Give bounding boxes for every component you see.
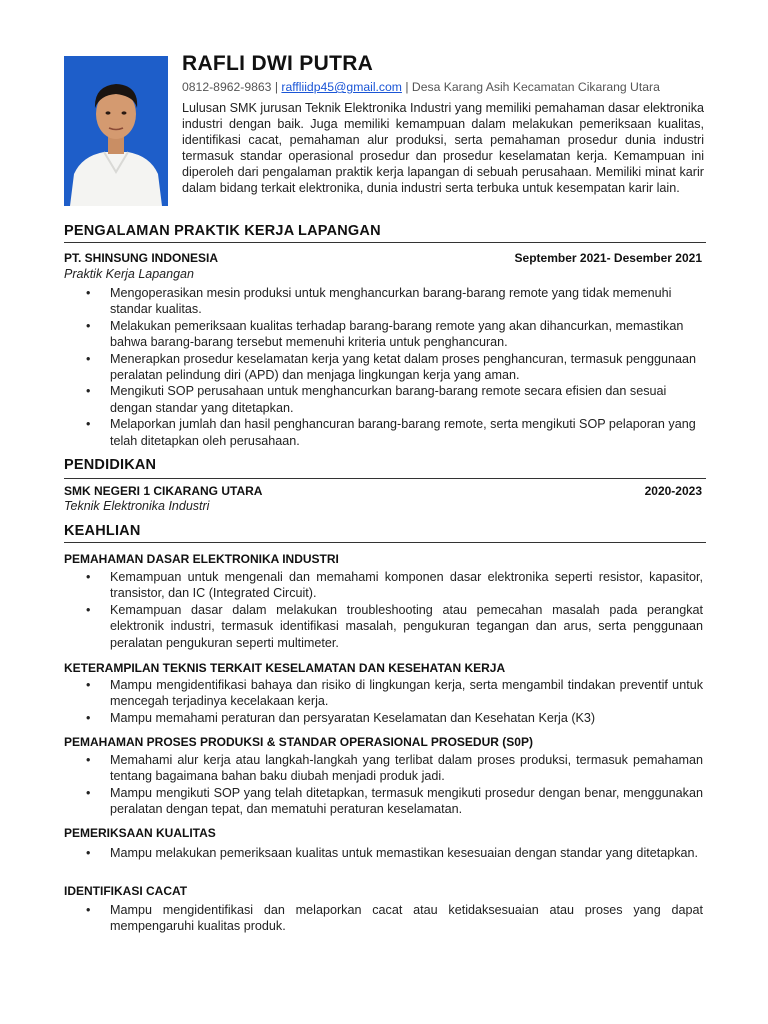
list-item — [86, 902, 703, 935]
list-item — [86, 351, 703, 384]
skill-group-bullets — [86, 569, 703, 651]
company-name: PT. SHINSUNG INDONESIA — [64, 251, 219, 265]
address-text: Desa Karang Asih Kecamatan Cikarang Utara — [411, 80, 660, 94]
bullet-icon: • — [86, 785, 91, 800]
skill-group-heading: KETERAMPILAN TEKNIS TERKAIT KESELAMATAN DAN KESEHATAN KERJA — [64, 661, 506, 675]
bullet-icon: • — [86, 602, 91, 617]
bullet-icon: • — [86, 903, 91, 917]
school-name: SMK NEGERI 1 CIKARANG UTARA — [64, 484, 263, 498]
list-item — [86, 785, 703, 818]
list-item — [86, 569, 703, 602]
bullet-icon: • — [86, 570, 91, 584]
skill-group-heading: IDENTIFIKASI CACAT — [64, 884, 188, 898]
bullet-text: Mampu mengidentifikasi dan melaporkan cacat atau ketidaksesuaian atau proses yang dapat mempengaruhi kualitas produk. — [110, 903, 703, 934]
experience-entry-header — [64, 251, 702, 265]
experience-role: Praktik Kerja Lapangan — [64, 267, 194, 281]
bullet-icon: • — [86, 318, 91, 333]
phone-number: 0812-8962-9863 — [182, 80, 272, 94]
bullet-icon: • — [86, 384, 91, 399]
section-title-education: PENDIDIKAN — [64, 457, 157, 473]
bullet-text: Mengikuti SOP perusahaan untuk menghancurkan barang-barang remote secara efisien dan sesuai dengan standar yang ditetapkan. — [110, 384, 667, 415]
skill-group-bullets — [86, 677, 703, 726]
bullet-icon: • — [86, 351, 91, 366]
bullet-icon: • — [86, 417, 91, 432]
bullet-text: Melaporkan jumlah dan hasil penghancuran barang-barang remote, serta mengikuti SOP pelaporan yang telah ditetapkan oleh perusahaan. — [110, 417, 696, 448]
bullet-text: Kemampuan dasar dalam melakukan troubleshooting atau pemecahan masalah pada perangkat elektronik industri, termasuk identifikasi masalah, pengukuran tegangan dan arus, serta penggunaan peralatan pengukuran seperti multimeter. — [110, 602, 703, 650]
education-entry-header — [64, 484, 702, 498]
bullet-text: Mampu memahami peraturan dan persyaratan Keselamatan dan Kesehatan Kerja (K3) — [110, 710, 596, 725]
bullet-text: Kemampuan untuk mengenali dan memahami komponen dasar elektronika seperti resistor, kapasitor, transistor, dan IC (Integrated Circuit). — [110, 570, 703, 601]
skill-group-bullets — [86, 845, 703, 861]
bullet-icon: • — [86, 846, 91, 860]
education-major: Teknik Elektronika Industri — [64, 499, 210, 513]
section-divider — [64, 478, 706, 479]
bullet-text: Mengoperasikan mesin produksi untuk menghancurkan barang-barang remote yang tidak memenuhi standar kualitas. — [110, 286, 672, 317]
section-divider — [64, 242, 706, 243]
skill-group-heading: PEMAHAMAN PROSES PRODUKSI & STANDAR OPERASIONAL PROSEDUR (S0P) — [64, 735, 533, 749]
list-item — [86, 318, 703, 351]
list-item — [86, 677, 703, 710]
person-portrait-icon — [64, 56, 168, 206]
skill-group-heading: PEMAHAMAN DASAR ELEKTRONIKA INDUSTRI — [64, 552, 339, 566]
experience-date: September 2021- Desember 2021 — [514, 251, 702, 265]
bullet-text: Menerapkan prosedur keselamatan kerja yang ketat dalam proses penghancuran, termasuk penggunaan peralatan pelindung diri (APD) dan menjaga lingkungan kerja yang aman. — [110, 351, 696, 383]
list-item — [86, 383, 703, 416]
list-item — [86, 416, 703, 449]
contact-separator: | — [401, 80, 412, 94]
bullet-icon: • — [86, 678, 91, 692]
section-title-skills: KEAHLIAN — [64, 523, 141, 539]
candidate-name: RAFLI DWI PUTRA — [182, 52, 374, 75]
contact-line — [182, 80, 660, 94]
skill-group-bullets — [86, 752, 703, 818]
profile-photo — [64, 56, 168, 206]
list-item — [86, 710, 703, 726]
education-years: 2020-2023 — [644, 484, 702, 498]
list-item — [86, 845, 703, 861]
section-title-experience: PENGALAMAN PRAKTIK KERJA LAPANGAN — [64, 223, 381, 239]
email-link[interactable]: raffliidp45@gmail.com — [281, 80, 402, 94]
profile-summary: Lulusan SMK jurusan Teknik Elektronika Industri yang memiliki pemahaman dasar elektronika industri dengan baik. Juga memiliki kemampuan dalam melakukan pemeriksaan kualitas, identifikasi cacat, pemahaman alur produksi, serta pemahaman prosedur dunia industri termasuk standar operasional prosedur dan prosedur keselamatan kerja. Kemampuan ini diperoleh dari pengalaman praktik kerja lapangan di sebuah perusahaan. Memiliki minat karir dalam bidang terkait elektronika, dunia industri serta terbuka untuk kesempatan karir lain. — [182, 101, 704, 195]
bullet-text: Melakukan pemeriksaan kualitas terhadap barang-barang remote yang akan dihancurkan, memastikan bahwa barang-barang tersebut memenuhi kriteria untuk penghancuran. — [110, 318, 684, 350]
bullet-icon: • — [86, 753, 91, 767]
bullet-text: Mampu melakukan pemeriksaan kualitas untuk memastikan kesesuaian dengan standar yang ditetapkan. — [110, 846, 699, 860]
bullet-text: Mampu mengikuti SOP yang telah ditetapkan, termasuk mengikuti prosedur dengan benar, menggunakan peralatan dengan tepat, dan mematuhi peraturan keselamatan. — [110, 785, 703, 817]
list-item — [86, 752, 703, 785]
contact-separator: | — [271, 80, 282, 94]
bullet-icon: • — [86, 286, 91, 300]
skill-group-heading: PEMERIKSAAN KUALITAS — [64, 826, 216, 840]
list-item — [86, 285, 703, 318]
section-divider — [64, 542, 706, 543]
bullet-icon: • — [86, 710, 91, 725]
list-item — [86, 602, 703, 651]
experience-bullets — [86, 285, 703, 449]
skill-group-bullets — [86, 902, 703, 935]
bullet-text: Memahami alur kerja atau langkah-langkah yang terlibat dalam proses produksi, termasuk pemahaman tentang bagaimana bahan baku diubah menjadi produk jadi. — [110, 753, 703, 784]
bullet-text: Mampu mengidentifikasi bahaya dan risiko di lingkungan kerja, serta mengambil tindakan preventif untuk mencegah terjadinya kecelakaan kerja. — [110, 678, 703, 709]
